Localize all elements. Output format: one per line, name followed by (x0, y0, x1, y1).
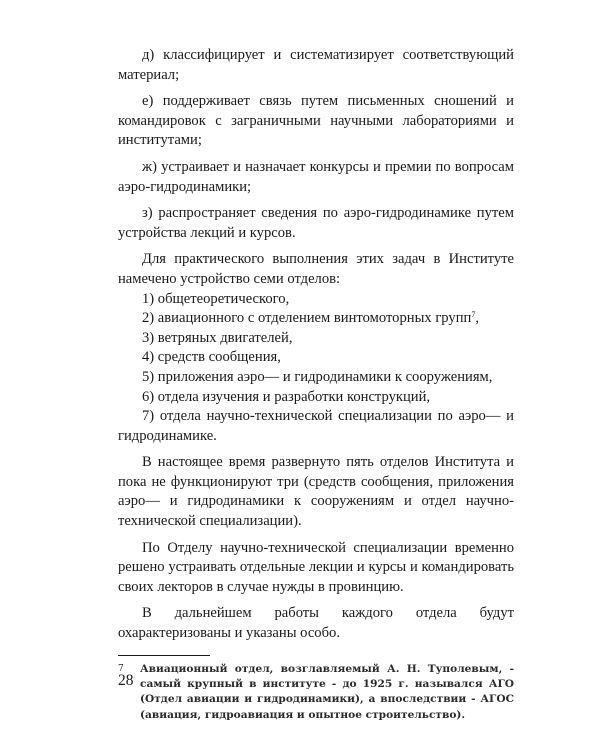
paragraph-specialization: По Отделу научно-технической специализации временно решено устраивать отдельные лекции и курсы и командировать своих лекторов в случае нужды в провинцию. (118, 539, 514, 595)
footnote-number: 7 (118, 663, 124, 674)
department-item: 4) средств сообщения, (142, 349, 281, 366)
paragraph-z: з) распространяет сведения по аэро-гидродинамике путем устройства лекций и курсов. (118, 205, 514, 241)
paragraph-e: е) поддерживает связь путем письменных сношений и командировок с заграничными научными лабораториями и институтами; (118, 93, 514, 149)
footnote-text: Авиационный отдел, возглавляемый А. Н. Туполевым, - самый крупный в институте - до 1925 г. назывался АГО (Отдел авиации и гидродинамики), а впоследствии - АГОС (авиация, гидроавиация и опытное строительство). (140, 662, 514, 721)
department-item: 3) ветряных двигателей, (142, 329, 293, 346)
department-item: 6) отдела изучения и разработки конструкций, (142, 388, 431, 405)
footnote (118, 662, 514, 724)
department-item: 2) авиационного с отделением винтомоторных групп$^7$, (142, 310, 479, 327)
department-item: 7) отдела научно-технической специализации по аэро— и гидродинамике. (118, 408, 514, 444)
page-number: 28 (118, 672, 134, 689)
department-item-label: 2) авиационного с отделением винтомоторных групп (142, 310, 472, 327)
page-content (118, 46, 514, 723)
footnote-reference[interactable]: 7 (471, 310, 476, 320)
paragraph-d: д) классифицирует и систематизирует соответствующий материал; (118, 47, 514, 83)
department-item: 1) общетеоретического, (142, 290, 290, 307)
paragraph-zh: ж) устраивает и назначает конкурсы и премии по вопросам аэро-гидродинамики; (118, 158, 514, 195)
paragraph-status: В настоящее время развернуто пять отделов Института и пока не функционируют три (средств сообщения, приложения аэро— и гидродинамики к сооружениям и отдел научно-технической специализации). (118, 454, 514, 530)
intro-paragraph: Для практического выполнения этих задач в Институте намечено устройство семи отделов: (118, 251, 514, 287)
footnote-divider (118, 655, 210, 656)
body-text (118, 46, 514, 644)
paragraph-future: В дальнейшем работы каждого отдела будут охарактеризованы и указаны особо. (118, 605, 514, 642)
department-item: 5) приложения аэро— и гидродинамики к сооружениям, (142, 368, 493, 385)
